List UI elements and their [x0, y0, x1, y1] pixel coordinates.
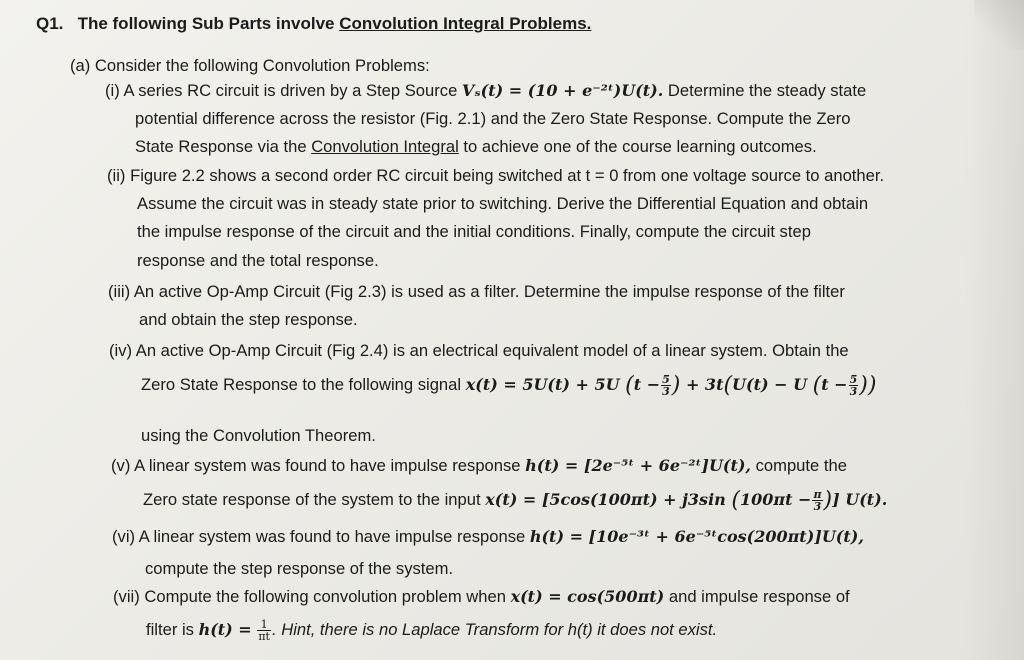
- item-vi-line2: compute the step response of the system.: [145, 559, 454, 578]
- item-vii-formula2: h(t) =: [198, 619, 252, 639]
- item-ii-line3: the impulse response of the circuit and the initial conditions. Finally, compute the circuit step: [137, 222, 811, 241]
- item-iv-label: (iv): [109, 341, 133, 360]
- item-vii-formula: x(t) = cos(500πt): [510, 587, 665, 606]
- item-ii-text: Figure 2.2 shows a second order RC circuit being switched at t = 0 from one voltage source to another.: [130, 166, 885, 185]
- item-vi-text: A linear system was found to have impulse response: [138, 527, 530, 546]
- frac-denominator: 3: [849, 385, 858, 398]
- item-vii-line2: [146, 619, 717, 642]
- item-v-text: A linear system was found to have impulse response: [134, 456, 526, 475]
- item-vii-fraction: [257, 619, 271, 642]
- item-vii-text-end: and impulse response of: [664, 587, 850, 606]
- item-iii-line1: [108, 282, 845, 302]
- item-v-text-end: compute the: [751, 456, 847, 475]
- item-iv-formula-part5: t −: [821, 375, 848, 394]
- question-title-text: The following Sub Parts involve: [77, 14, 340, 33]
- item-i-line3-text: State Response via the: [135, 137, 312, 156]
- question-title: [36, 14, 591, 34]
- item-i-line3: [135, 137, 817, 157]
- item-i-line3-end: to achieve one of the course learning outcomes.: [458, 137, 817, 156]
- item-iv-formula-part2: t −: [633, 375, 661, 394]
- item-iv-formula-part4: U(t) − U: [732, 375, 808, 394]
- item-iii-label: (iii): [108, 282, 131, 301]
- item-vii-line1: [113, 587, 850, 607]
- item-iv-formula-part3: + 3t: [685, 375, 724, 394]
- frac-numerator: π: [813, 488, 822, 501]
- item-vi-line1: [112, 527, 864, 547]
- item-vii-text: Compute the following convolution problem when: [144, 587, 511, 606]
- item-ii-line1: [107, 166, 884, 186]
- item-v-formula-part1: x(t) = [5cos(100πt) + j3sin: [485, 490, 726, 509]
- item-iii-text: An active Op-Amp Circuit (Fig 2.3) is used as a filter. Determine the impulse response of the filter: [133, 282, 845, 301]
- item-v-formula: h(t) = [2e⁻⁵ᵗ + 6e⁻²ᵗ]U(t),: [525, 456, 751, 475]
- part-a-label: (a): [70, 56, 91, 75]
- question-number: Q1.: [36, 14, 64, 33]
- item-i-text: A series RC circuit is driven by a Step Source: [123, 81, 462, 100]
- frac-denominator: πt: [258, 630, 270, 643]
- item-i-text-end: Determine the steady state: [663, 81, 867, 100]
- item-i-line1: [105, 81, 866, 101]
- item-iv-formula-part1: x(t) = 5U(t) + 5U: [465, 375, 620, 394]
- item-i-formula: Vₛ(t) = (10 + e⁻²ᵗ)U(t).: [461, 81, 664, 100]
- item-iv-text: An active Op-Amp Circuit (Fig 2.4) is an electrical equivalent model of a linear system. Obtain the: [135, 341, 849, 360]
- frac-denominator: 3: [662, 385, 670, 398]
- item-iv-line2-text: Zero State Response to the following signal: [141, 375, 466, 394]
- item-ii-label: (ii): [107, 166, 126, 185]
- item-vii-label: (vii): [113, 587, 140, 606]
- item-v-input-formula: x(t) = [5cos(100πt) + j3sin (100πt − $\frac{\pi}{3}$ )] U(t).: [485, 488, 888, 513]
- item-v-line2-text: Zero state response of the system to the input: [143, 490, 486, 509]
- item-v-fraction: [812, 489, 822, 512]
- item-v-formula-part2: 100πt −: [739, 490, 812, 509]
- item-iv-fraction-2: [849, 374, 859, 397]
- item-iv-fraction-1: [661, 374, 671, 397]
- item-iv-line3: using the Convolution Theorem.: [141, 426, 376, 445]
- item-i-line2: potential difference across the resistor (Fig. 2.1) and the Zero State Response. Compute the Zero: [135, 109, 851, 128]
- item-vii-line2-text: filter is: [146, 619, 199, 639]
- item-vi-label: (vi): [112, 527, 136, 546]
- frac-numerator: 5: [662, 373, 670, 386]
- item-vi-formula: h(t) = [10e⁻³ᵗ + 6e⁻⁵ᵗcos(200πt)]U(t),: [529, 527, 864, 546]
- frac-numerator: 5: [849, 373, 858, 386]
- item-ii-line2: Assume the circuit was in steady state prior to switching. Derive the Differential Equation and obtain: [137, 194, 869, 213]
- item-vii-hint: . Hint, there is no Laplace Transform for h(t) it does not exist.: [271, 619, 718, 639]
- item-v-formula-part3: ] U(t).: [832, 490, 888, 509]
- page-shadow: [964, 0, 1024, 660]
- item-ii-line4: response and the total response.: [137, 251, 379, 270]
- item-iv-formula: x(t) = 5U(t) + 5U (t − $\frac{5}{3}$ ) + 3t(U(t) − U (t − $\frac{5}{3}$ )): [465, 373, 877, 398]
- part-a-text: Consider the following Convolution Problems:: [94, 56, 430, 75]
- item-iii-line2: and obtain the step response.: [139, 310, 358, 329]
- part-a-intro: [70, 56, 430, 76]
- item-v-line1: [111, 456, 847, 476]
- question-topic: Convolution Integral Problems.: [339, 14, 592, 33]
- item-iv-line1: [109, 341, 849, 361]
- item-v-line2: [143, 489, 887, 512]
- frac-denominator: 3: [813, 500, 822, 513]
- item-v-label: (v): [111, 456, 131, 475]
- item-iv-line2: [141, 374, 876, 397]
- item-i-underlined: Convolution Integral: [311, 137, 459, 156]
- frac-numerator: 1: [257, 619, 271, 631]
- item-i-label: (i): [105, 81, 120, 100]
- page-corner-shadow: [974, 0, 1024, 50]
